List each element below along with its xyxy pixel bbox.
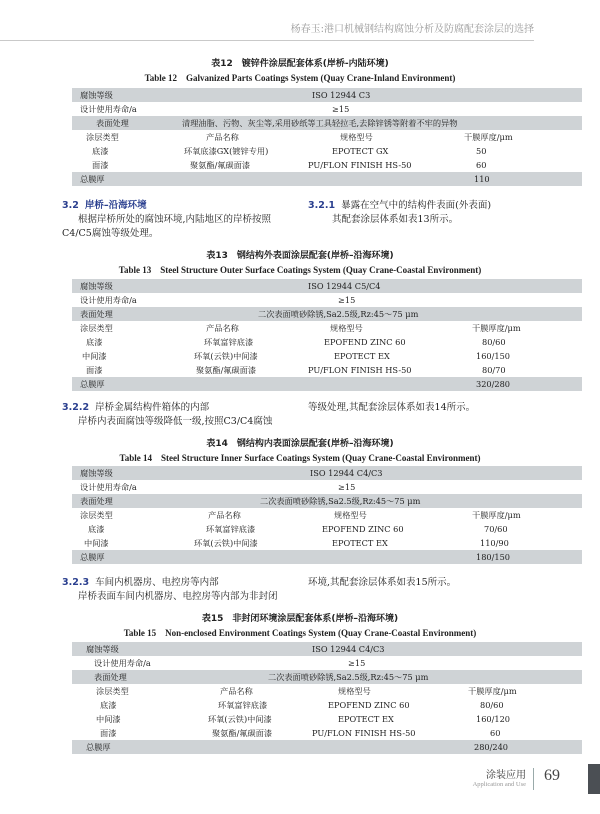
running-header: [0, 18, 600, 44]
table13: [72, 279, 582, 391]
table15-title-en: Table 15 Non-enclosed Environment Coatings System (Quay Crane-Coastal Environment): [123, 628, 477, 638]
table-row: 面漆 聚氨酯/氟碳面漆 PU/FLON FINISH HS-50 80/70: [86, 365, 506, 375]
table-row: 面漆 聚氨酯/氟碳面漆 PU/FLON FINISH HS-50 60: [92, 160, 487, 170]
table-header-row: 涂层类型 产品名称 规格型号 干膜厚度/μm: [96, 686, 517, 696]
table-row: 底漆 环氧富锌底漆 EPOFEND ZINC 60 70/60: [88, 524, 508, 534]
table-row: 表面处理 清理油脂、污物、灰尘等,采用砂纸等工具轻拉毛,去除锌锈等附着不牢的异物: [72, 116, 582, 130]
table-row: 底漆 环氧富锌底漆 EPOFEND ZINC 60 80/60: [100, 700, 504, 710]
table-row: 设计使用寿命/a ≥15: [80, 295, 356, 305]
table-row: 中间漆 环氧(云铁)中间漆 EPOTECT EX 160/120: [96, 714, 511, 724]
section-3-2-3-heading: 3.2.3 车间内机器房、电控房等内部: [62, 577, 219, 588]
table-row: 腐蚀等级 ISO 12944 C4/C3: [72, 466, 582, 480]
table-total-row: 总膜厚 110: [72, 172, 582, 186]
section-3-2-3-line1: 岸桥表面车间内机器房、电控房等内部为非封闭: [78, 591, 278, 602]
header-rule: [0, 40, 534, 41]
table-row: 设计使用寿命/a ≥15: [94, 658, 366, 668]
table-row: 表面处理 二次表面喷砂除锈,Sa2.5级,Rz:45～75 μm: [72, 670, 582, 684]
running-title: 杨春玉:港口机械钢结构腐蚀分析及防腐配套涂层的选择: [290, 24, 534, 35]
table12-title-cn: 表12 镀锌件涂层配套体系(岸桥-内陆环境): [211, 59, 389, 69]
table-total-row: 总膜厚 180/150: [72, 550, 582, 564]
section-3-2-3-right: 环境,其配套涂层体系如表15所示。: [308, 577, 457, 588]
table-row: 设计使用寿命/a ≥15: [80, 104, 350, 114]
table12: [72, 88, 582, 186]
table13-title-cn: 表13 钢结构外表面涂层配套(岸桥–沿海环境): [206, 251, 394, 261]
section-3-2-1-line1: 其配套涂层体系如表13所示。: [332, 214, 459, 225]
footer-divider: [533, 768, 534, 790]
section-3-2-2-right: 等级处理,其配套涂层体系如表14所示。: [308, 402, 476, 413]
table-header-row: 涂层类型 产品名称 规格型号 干膜厚度/μm: [80, 510, 521, 520]
section-3-2-line1: 根据岸桥所处的腐蚀环境,内陆地区的岸桥按照: [78, 214, 272, 225]
section-3-2-heading: 3.2 岸桥–沿海环境: [62, 200, 147, 211]
table-row: 底漆 环氧富锌底漆 EPOFEND ZINC 60 80/60: [86, 337, 506, 347]
table-row: 设计使用寿命/a ≥15: [80, 482, 356, 492]
table-header-row: 涂层类型 产品名称 规格型号 干膜厚度/μm: [80, 323, 521, 333]
table-row: 腐蚀等级 ISO 12944 C3: [72, 88, 582, 102]
table-row: 底漆 环氧底漆GX(镀锌专用) EPOTECT GX 50: [92, 146, 487, 156]
section-3-2-2-line1: 岸桥内表面腐蚀等级降低一级,按照C3/C4腐蚀: [78, 416, 273, 427]
table-row: 腐蚀等级 ISO 12944 C4/C3: [72, 642, 582, 656]
table-row: 表面处理 二次表面喷砂除锈,Sa2.5级,Rz:45～75 μm: [72, 494, 582, 508]
section-3-2-line2: C4/C5腐蚀等级处理。: [62, 228, 159, 239]
table12-title-en: Table 12 Galvanized Parts Coatings System (Quay Crane-Inland Environment): [144, 73, 456, 83]
table-total-row: 总膜厚 280/240: [72, 740, 582, 754]
table-row: 表面处理 二次表面喷砂除锈,Sa2.5级,Rz:45～75 μm: [72, 307, 582, 321]
table13-title-en: Table 13 Steel Structure Outer Surface Coatings System (Quay Crane-Coastal Environment): [118, 265, 482, 275]
table-row: 中间漆 环氧(云铁)中间漆 EPOTECT EX 110/90: [84, 538, 509, 548]
table-row: 面漆 聚氨酯/氟碳面漆 PU/FLON FINISH HS-50 60: [100, 728, 501, 738]
table14-title-en: Table 14 Steel Structure Inner Surface Coatings System (Quay Crane-Coastal Environment): [119, 453, 481, 463]
page-edge-tab: [588, 764, 600, 794]
table-row: 腐蚀等级 ISO 12944 C5/C4: [72, 279, 582, 293]
table-row: 中间漆 环氧(云铁)中间漆 EPOTECT EX 160/150: [82, 351, 511, 361]
table14: [72, 466, 582, 564]
page-number: 69: [544, 767, 560, 784]
table14-title-cn: 表14 钢结构内表面涂层配套(岸桥–沿海环境): [206, 439, 394, 449]
table15: [72, 642, 582, 754]
table-total-row: 总膜厚 320/280: [72, 377, 582, 391]
section-3-2-1-heading: 3.2.1 暴露在空气中的结构件表面(外表面): [308, 200, 492, 211]
table-header-row: 涂层类型 产品名称 规格型号 干膜厚度/μm: [86, 132, 513, 142]
journal-name: 涂装应用 Application and Use: [472, 770, 526, 788]
table15-title-cn: 表15 非封闭环境涂层配套体系(岸桥–沿海环境): [201, 614, 399, 624]
section-3-2-2-heading: 3.2.2 岸桥金属结构件箱体的内部: [62, 402, 210, 413]
